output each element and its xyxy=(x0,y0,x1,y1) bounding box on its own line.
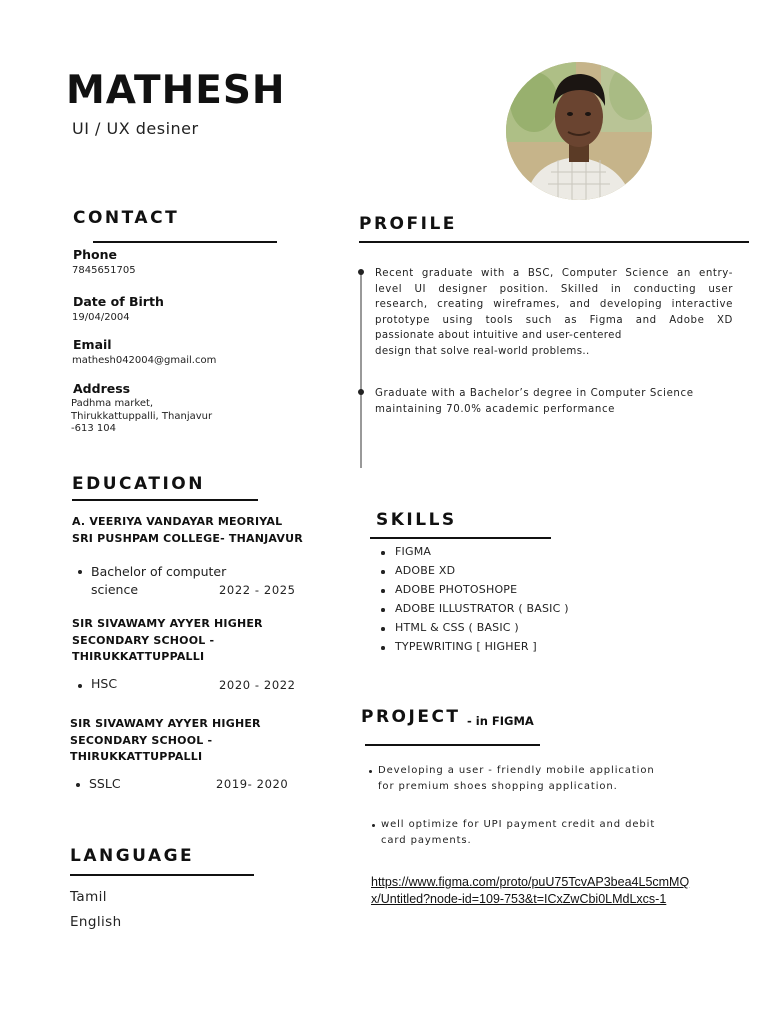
profile-photo xyxy=(506,62,652,200)
skill-item: FIGMA xyxy=(377,545,569,564)
project-divider xyxy=(365,744,540,746)
language-item: English xyxy=(70,914,122,930)
education-heading: EDUCATION xyxy=(72,474,205,494)
summary-line: prototype using tools such as Figma and Adobe XD xyxy=(375,314,733,326)
skill-item: TYPEWRITING [ HIGHER ] xyxy=(377,640,569,659)
course-line: science xyxy=(91,582,139,597)
profile-degree xyxy=(375,386,735,417)
link-line[interactable]: https://www.figma.com/proto/puU75TcvAP3bea4L5cmMQ xyxy=(371,875,690,889)
project-heading: PROJECT xyxy=(361,707,461,727)
address-value xyxy=(71,398,212,436)
course-line: Bachelor of computer xyxy=(91,564,227,579)
project-item xyxy=(378,763,698,794)
dob-label: Date of Birth xyxy=(73,294,164,309)
address-line: -613 104 xyxy=(71,423,116,434)
dob-value: 19/04/2004 xyxy=(72,312,130,323)
profile-summary xyxy=(375,266,733,328)
education-divider xyxy=(72,499,258,501)
school-line: SECONDARY SCHOOL - xyxy=(72,633,215,647)
bullet-icon xyxy=(78,684,82,688)
candidate-name: MATHESH xyxy=(66,68,286,113)
skills-heading: SKILLS xyxy=(376,510,457,530)
language-item: Tamil xyxy=(70,889,107,905)
profile-divider xyxy=(359,241,749,243)
skill-item: ADOBE ILLUSTRATOR ( BASIC ) xyxy=(377,602,569,621)
hsc-school-name xyxy=(72,616,263,666)
bullet-icon xyxy=(372,824,375,827)
college-course xyxy=(91,563,226,599)
degree-line: Graduate with a Bachelor’s degree in Computer Science xyxy=(375,388,694,399)
summary-line: Recent graduate with a BSC, Computer Science an entry- xyxy=(375,268,733,279)
project-line: card payments. xyxy=(381,834,472,846)
summary-line: design that solve real-world problems.. xyxy=(375,345,590,357)
college-years: 2022 - 2025 xyxy=(219,583,296,597)
summary-line: passionate about intuitive and user-centered xyxy=(375,330,622,341)
school-line: SIR SIVAWAMY AYYER HIGHER xyxy=(70,717,261,730)
project-item xyxy=(381,817,701,848)
address-label: Address xyxy=(73,381,131,396)
hsc-course: HSC xyxy=(91,676,118,691)
skill-item: ADOBE XD xyxy=(377,564,569,583)
timeline-dot xyxy=(358,269,364,275)
college-name xyxy=(72,514,303,547)
bullet-icon xyxy=(78,570,82,574)
contact-heading: CONTACT xyxy=(73,208,180,228)
project-tool: - in FIGMA xyxy=(467,714,534,728)
skill-item: HTML & CSS ( BASIC ) xyxy=(377,621,569,640)
summary-line: level UI designer position. Skilled in conducting user xyxy=(375,283,733,295)
school-line: SIR SIVAWAMY AYYER HIGHER xyxy=(72,617,263,630)
project-line: well optimize for UPI payment credit and debit xyxy=(381,819,656,830)
sslc-years: 2019- 2020 xyxy=(216,777,289,791)
school-line: THIRUKKATTUPPALLI xyxy=(70,750,203,763)
profile-timeline xyxy=(360,272,362,468)
degree-line: maintaining 70.0% academic performance xyxy=(375,403,616,415)
contact-divider xyxy=(93,241,277,243)
phone-value: 7845651705 xyxy=(72,265,136,276)
project-line: Developing a user - friendly mobile application xyxy=(378,765,655,776)
skills-list xyxy=(377,545,569,659)
email-value: mathesh042004@gmail.com xyxy=(72,355,217,366)
skills-divider xyxy=(370,537,551,539)
sslc-course: SSLC xyxy=(89,776,121,791)
sslc-school-name xyxy=(70,716,261,766)
address-line: Padhma market, xyxy=(71,398,154,409)
figma-link[interactable] xyxy=(371,874,689,908)
language-divider xyxy=(70,874,254,876)
phone-label: Phone xyxy=(73,247,118,262)
school-line: SRI PUSHPAM COLLEGE- THANJAVUR xyxy=(72,531,303,545)
school-line: THIRUKKATTUPPALLI xyxy=(72,650,205,663)
language-heading: LANGUAGE xyxy=(70,846,195,866)
address-line: Thirukkattuppalli, Thanjavur xyxy=(71,410,213,422)
link-line[interactable]: x/Untitled?node-id=109-753&t=ICxZwCbi0LMdLxcs-1 xyxy=(371,892,667,906)
hsc-years: 2020 - 2022 xyxy=(219,678,296,692)
bullet-icon xyxy=(369,770,372,773)
candidate-role: UI / UX desiner xyxy=(72,119,199,138)
timeline-dot xyxy=(358,389,364,395)
skill-item: ADOBE PHOTOSHOPE xyxy=(377,583,569,602)
summary-line: research, creating wireframes, and developing interactive xyxy=(375,299,733,310)
email-label: Email xyxy=(73,337,112,352)
school-line: SECONDARY SCHOOL - xyxy=(70,733,213,747)
project-line: for premium shoes shopping application. xyxy=(378,780,618,792)
profile-heading: PROFILE xyxy=(359,214,457,234)
profile-summary-tail xyxy=(375,328,733,359)
bullet-icon xyxy=(76,783,80,787)
school-line: A. VEERIYA VANDAYAR MEORIYAL xyxy=(72,515,283,528)
